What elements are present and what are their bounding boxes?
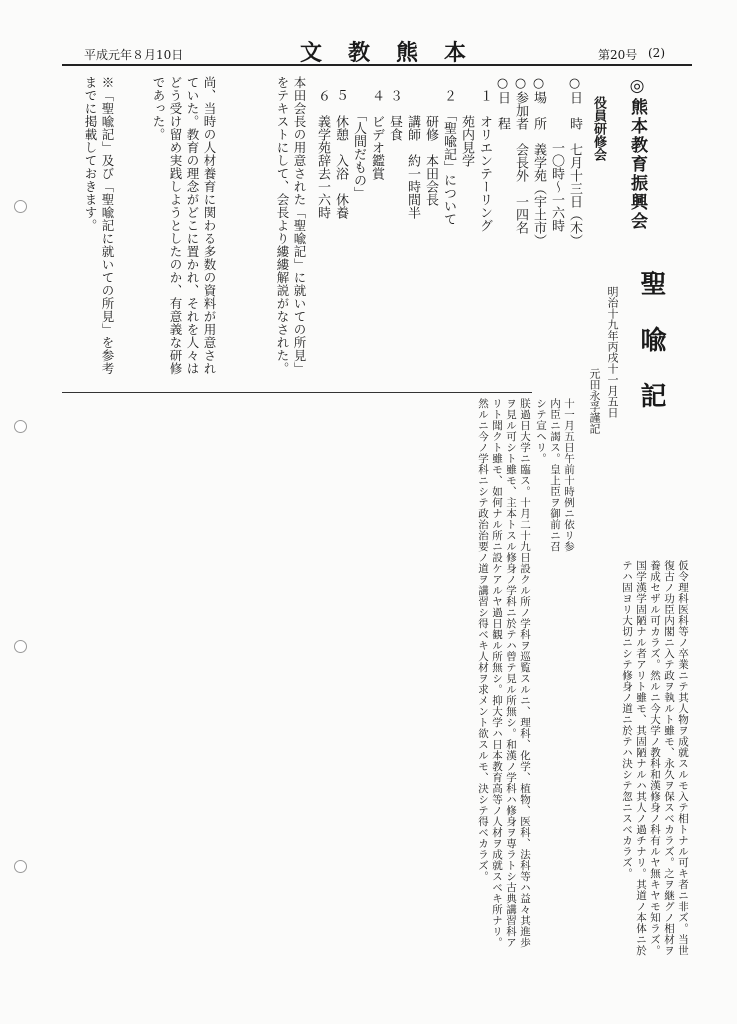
- schedule-item: ３ 昼食: [387, 76, 402, 141]
- binder-hole: [14, 420, 27, 433]
- schedule-item: 講師 約一時間半: [405, 76, 420, 219]
- schedule-item: ○場 所 義学苑（宇土市）: [531, 76, 546, 247]
- schedule-item: 苑内見学: [459, 76, 474, 167]
- org-name: ◎熊本教育振興会: [627, 76, 647, 231]
- article-paragraph: 十一月五日午前十時例ニ依リ参内臣ニ謁ス。皇上臣ヲ御前ニ召シテ宣ヘリ。: [535, 398, 575, 552]
- schedule-item: ○日 程: [495, 76, 510, 130]
- article-byline: 元田永孚謹記: [588, 368, 601, 434]
- section-divider: [62, 392, 532, 393]
- masthead-title: 文教熊本: [300, 40, 493, 66]
- article-paragraph: 朕過日大学ニ臨ス。十月二十九日設クル所ノ学科ヲ巡覧スルニ、理科、化学、植物、医科、法科等ハ益々其進歩ヲ見ル可シト雖モ、主本トスル修身ノ学科ニ於テハ曾テ見ル所無シ。和漢ノ学科ハ修身ヲ専ラトシ古典講習科アリト聞クト雖モ、如何ナル所ニ設ケアルヤ過日観ル所無シ。抑大学ハ日本教育高等ノ人材ヲ成就スベキ所ナリ。然ルニ今ノ学科ニシテ政治治要ノ道ヲ講習シ得ベキ人材ヲ求メント欲スルモ、決シテ得ベカラズ。: [477, 398, 531, 948]
- article-paragraph: 仮令理科医科等ノ卒業ニテ其人物ヲ成就スルモ入テ相トナル可キ者ニ非ズ。当世復古ノ功臣内閣ニ入テ政ヲ執ルト雖モ、永久ヲ保スベカラズ。之ヲ継グノ相材ヲ養成セザル可カラズ。然ルニ今大学ノ教科和漢修身ノ科有ルヤ無キヤモ知ラズ。国学漢学固陋ナル者アリト雖モ、其固陋ナルハ其人ノ過チナリ。其道ノ本体ニ於テハ固ヨリ大切ニシテ修身ノ道ニ於テハ決シテ忽ニスベカラズ。: [621, 560, 689, 956]
- issue-number: 第20号: [598, 48, 638, 62]
- schedule-item: １ オリエンテーリング: [477, 76, 492, 232]
- schedule-item: ５ 休憩 入浴 休養: [333, 76, 348, 219]
- binder-hole: [14, 640, 27, 653]
- binder-hole: [14, 200, 27, 213]
- schedule-item: ４ ビデオ鑑賞: [369, 76, 384, 180]
- schedule-item: 研修 本田会長: [423, 76, 438, 206]
- summary-paragraph: 本田会長の用意された「聖喩記」に就いての所見」をテキストにして、会長より縷縷解説がなされた。: [275, 76, 307, 375]
- schedule-item: ○日 時 七月十三日（木）: [567, 76, 582, 247]
- schedule-item: 「人間だもの」: [351, 76, 366, 200]
- footnote-paragraph: ※「聖喩記」及び「聖喩記に就いての所見」を参考までに掲載しておきます。: [83, 76, 115, 375]
- binder-hole: [14, 860, 27, 873]
- summary-paragraph: 尚、当時の人材養育に関わる多数の資料が用意されていた。教育の理念がどこに置かれ、それを人々はどう受け留め実践しようとしたのか、有意義な研修であった。: [151, 76, 217, 375]
- article-title: 聖喩記: [636, 270, 666, 438]
- schedule-item: ２ 「聖喩記」について: [441, 76, 456, 226]
- schedule-item: ○参加者 会長外 一四名: [513, 76, 528, 234]
- schedule-item: ６ 義学苑辞去一六時: [315, 76, 330, 219]
- page-number: (2): [648, 46, 665, 60]
- header-date: 平成元年８月10日: [84, 48, 184, 62]
- article-date-line: 明治十九年丙戌十一月五日: [606, 286, 619, 418]
- schedule-item: 一〇時～一六時: [549, 76, 564, 232]
- section-subtitle: 役員研修会: [591, 96, 606, 161]
